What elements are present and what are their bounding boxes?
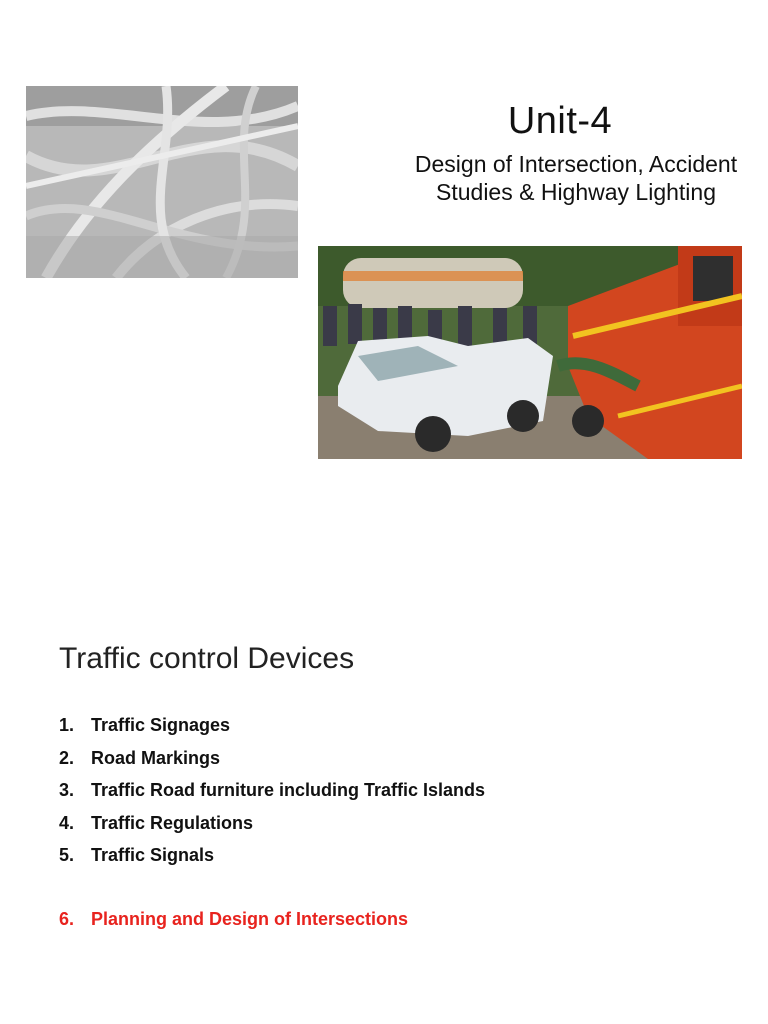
list-label: Traffic Signages (91, 715, 231, 735)
list-item (59, 780, 485, 813)
subtitle-line-2: Studies & Highway Lighting (436, 179, 716, 205)
unit-title: Unit-4 (507, 100, 613, 142)
unit-subtitle (384, 150, 768, 206)
list-number: 3. (59, 780, 75, 800)
list-item-highlighted (59, 909, 485, 942)
list-number: 1. (59, 715, 75, 735)
list-number: 2. (59, 747, 75, 768)
list-label: Traffic Road furniture including Traffic Islands (91, 780, 486, 800)
subtitle-line-1: Design of Intersection, Accident (414, 151, 738, 177)
list-label: Road Markings (91, 747, 221, 768)
list-item (59, 748, 485, 781)
list-item (59, 845, 485, 878)
interchange-photo (26, 86, 298, 278)
traffic-devices-list (59, 715, 485, 941)
list-item (59, 715, 485, 748)
list-label: Traffic Signals (91, 845, 215, 865)
list-label: Traffic Regulations (91, 812, 254, 833)
content-slide (0, 512, 768, 1024)
list-number: 5. (59, 845, 75, 865)
slide-heading: Traffic control Devices (59, 642, 355, 675)
list-item (59, 813, 485, 846)
list-number: 4. (59, 812, 75, 833)
accident-photo (318, 246, 742, 459)
list-label: Planning and Design of Intersections (91, 908, 409, 929)
list-number: 6. (59, 908, 75, 929)
